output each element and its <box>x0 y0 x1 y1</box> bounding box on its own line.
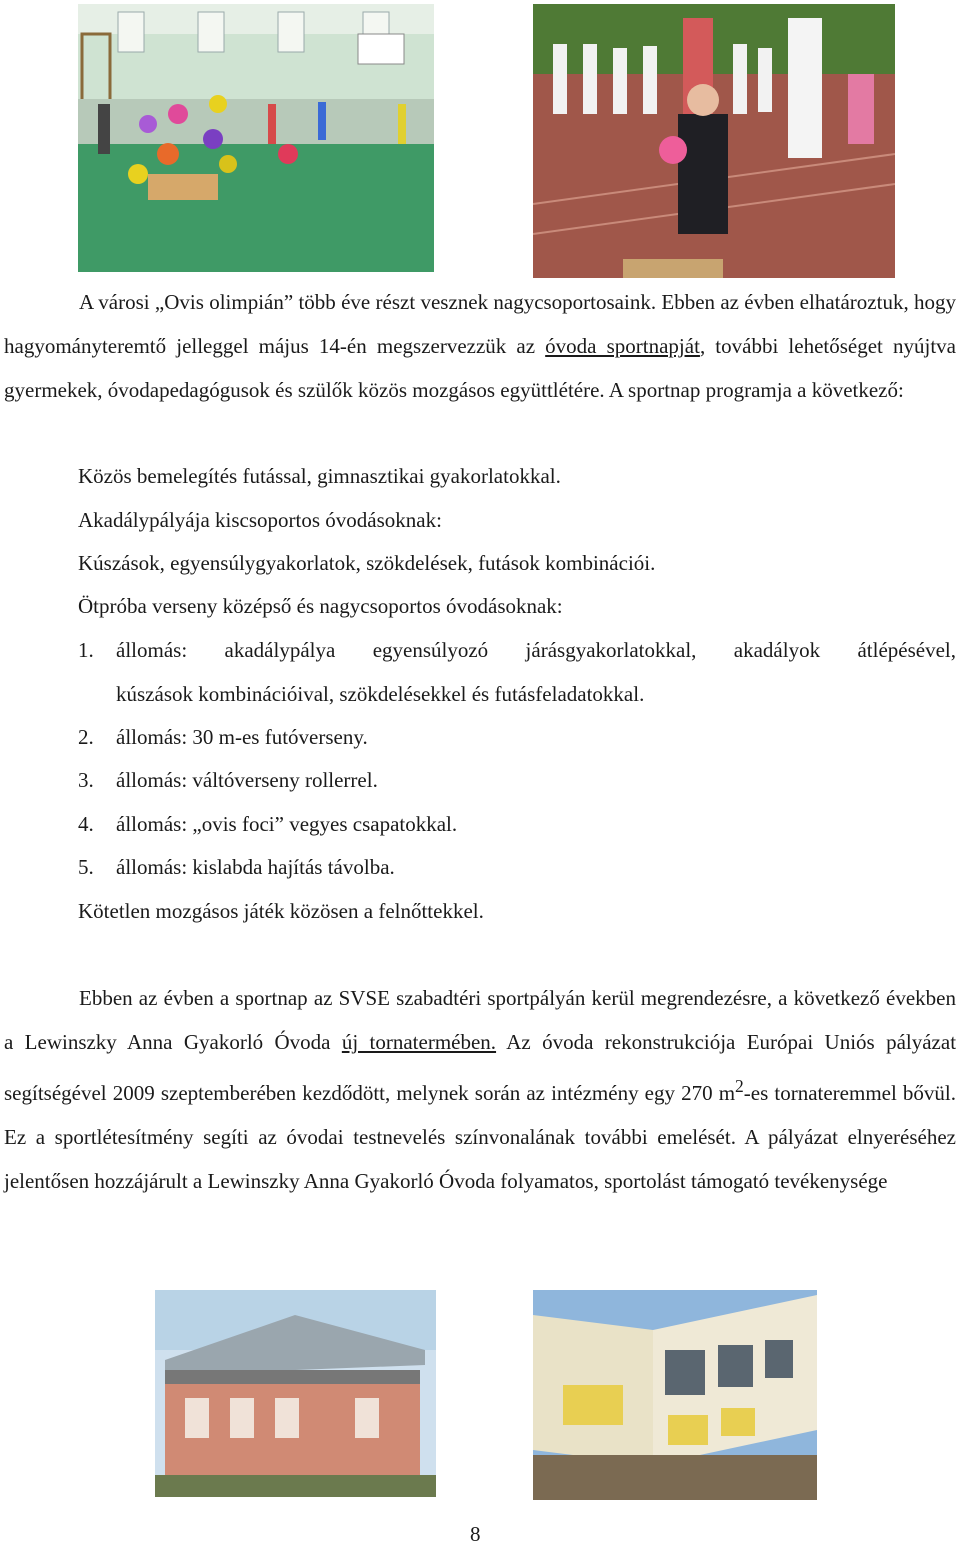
station-1-number: 1. <box>78 638 94 662</box>
station-2-text: állomás: 30 m-es futóverseny. <box>116 725 368 749</box>
square-superscript: 2 <box>735 1076 744 1096</box>
svse-text-3: -es tornateremmel bővül. Ez a sportlétesítmény segíti az óvodai testnevelés színvonalának további emelését. A pályázat elnyeréséhez jelentősen hozzájárult a Lewinszky Anna Gyakorló Óvoda folyamatos, sportolást támogató tevékenysége <box>4 1081 956 1193</box>
station-5-text: állomás: kislabda hajítás távolba. <box>116 855 395 879</box>
svse-text-2: Az óvoda rekonstrukciója Európai Uniós pályázat segítségével 2009 szeptemberében kezdődött, melynek során az intézmény egy 270 m <box>4 1030 957 1105</box>
program-obstacle-desc: Kúszások, egyensúlygyakorlatok, szökdelések, futások kombinációi. <box>78 551 656 575</box>
station-4-number: 4. <box>78 812 94 836</box>
intro-text-1: A városi „Ovis olimpián” több éve részt vesznek nagycsoportosaink. Ebben az évben elhatároztuk, hogy hagyományteremtő jelleggel május 14-én megszervezzük az <box>4 290 956 358</box>
gym-photo <box>78 4 434 272</box>
construction-photo <box>155 1290 436 1497</box>
station-2-number: 2. <box>78 725 94 749</box>
station-4-text: állomás: „ovis foci” vegyes csapatokkal. <box>116 812 458 836</box>
intro-paragraph <box>4 280 956 412</box>
gym-hall-link[interactable]: új tornatermében. <box>341 1030 497 1054</box>
program-obstacle-title: Akadálypályája kiscsoportos óvodásoknak: <box>78 508 442 532</box>
program-pentathlon-title: Ötpróba verseny középső és nagycsoportos óvodásoknak: <box>78 594 563 618</box>
station-3-text: állomás: váltóverseny rollerrel. <box>116 768 378 792</box>
station-4 <box>78 810 457 838</box>
station-1-text-a: állomás: akadálypálya egyensúlyozó járásgyakorlatokkal, akadályok átlépésével, <box>116 638 956 662</box>
station-2 <box>78 723 368 751</box>
page-number: 8 <box>470 1522 481 1546</box>
sportday-link[interactable]: óvoda sportnapját <box>545 334 700 358</box>
building-photo <box>533 1290 817 1500</box>
program-free-play: Kötetlen mozgásos játék közösen a felnőttekkel. <box>78 899 484 923</box>
svse-text-1: Ebben az évben a sportnap az SVSE szabadtéri sportpályán kerül megrendezésre, a következő években a Lewinszky Anna Gyakorló Óvoda <box>4 986 956 1054</box>
svse-paragraph <box>4 976 956 1203</box>
track-photo <box>533 4 895 278</box>
intro-text-2: , további lehetőséget nyújtva gyermekek, óvodapedagógusok és szülők közös mozgásos együttlétére. A sportnap programja a következő: <box>4 334 956 402</box>
station-5-number: 5. <box>78 855 94 879</box>
station-3 <box>78 766 378 794</box>
program-warmup: Közös bemelegítés futással, gimnasztikai gyakorlatokkal. <box>78 464 561 488</box>
station-5 <box>78 853 395 881</box>
station-1-text-b: kúszások kombinációival, szökdelésekkel és futásfeladatokkal. <box>116 682 645 706</box>
station-3-number: 3. <box>78 768 94 792</box>
station-1 <box>78 636 956 664</box>
